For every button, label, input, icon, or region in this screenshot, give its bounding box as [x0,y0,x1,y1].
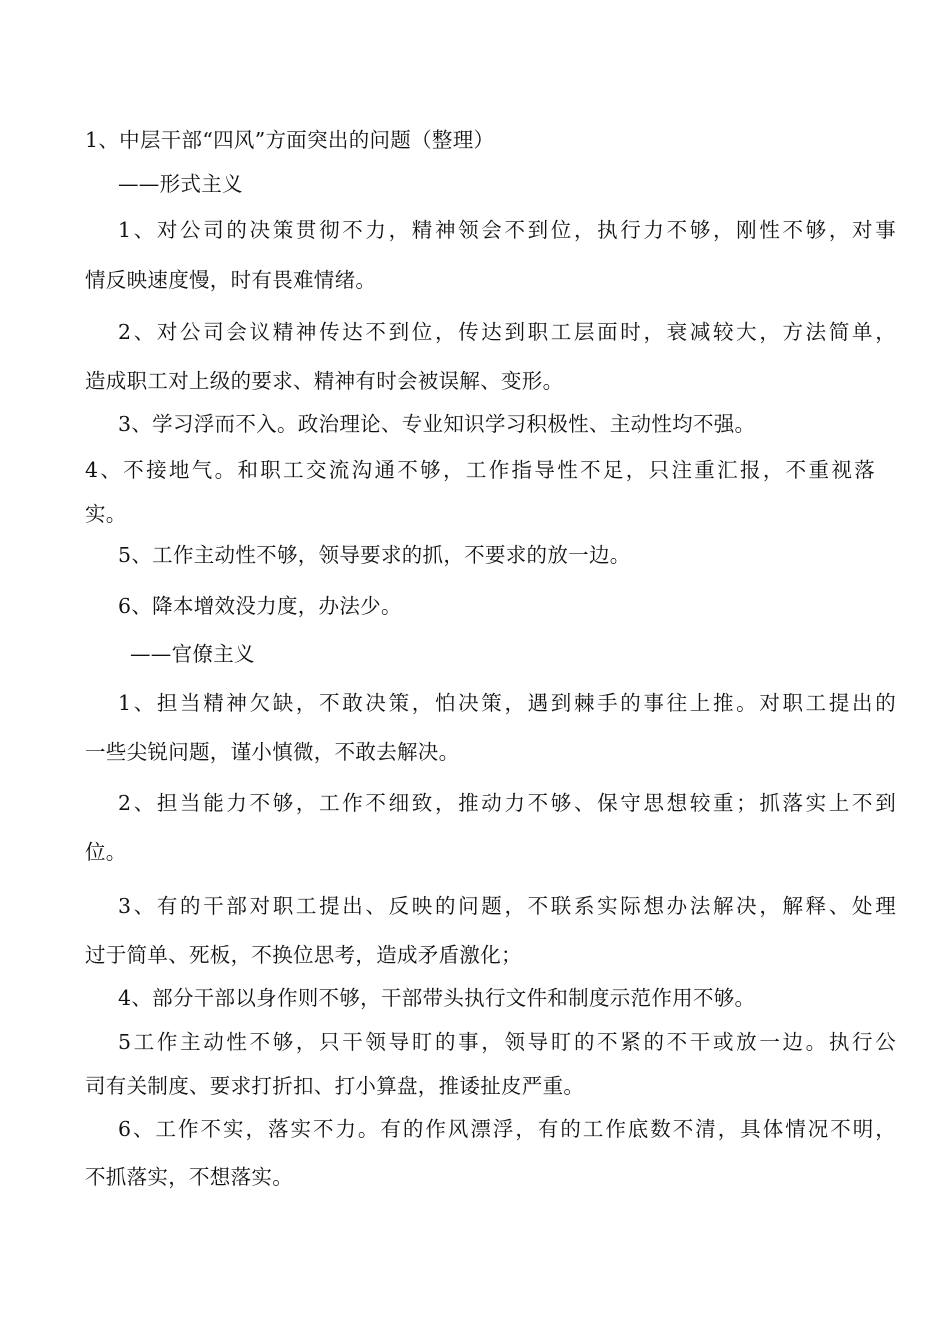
paragraph-line: 造成职工对上级的要求、精神有时会被误解、变形。 [85,369,564,393]
paragraph-line: 6、降本增效没力度，办法少。 [118,594,402,618]
paragraph-line: 3、学习浮而不入。政治理论、专业知识学习积极性、主动性均不强。 [118,412,756,436]
paragraph-line: 过于简单、死板，不换位思考，造成矛盾激化； [85,943,522,967]
section-heading-formalism: ——形式主义 [118,172,243,196]
paragraph-line: 实。 [85,502,127,526]
paragraph-line: 1、担当精神欠缺，不敢决策，怕决策，遇到棘手的事往上推。对职工提出的 [118,691,896,715]
paragraph-line: 6、工作不实，落实不力。有的作风漂浮，有的工作底数不清，具体情况不明， [118,1117,896,1141]
paragraph-line: 5、工作主动性不够，领导要求的抓，不要求的放一边。 [118,543,631,567]
paragraph-line: 4、不接地气。和职工交流沟通不够，工作指导性不足，只注重汇报，不重视落 [85,458,875,482]
section-heading-bureaucratism: ——官僚主义 [130,642,255,666]
paragraph-line: 司有关制度、要求打折扣、打小算盘，推诿扯皮严重。 [85,1074,585,1098]
paragraph-line: 2、对公司会议精神传达不到位，传达到职工层面时，衰减较大，方法简单， [118,320,896,344]
paragraph-line: 1、对公司的决策贯彻不力，精神领会不到位，执行力不够，刚性不够，对事 [118,218,896,242]
document-title: 1、中层干部“四风”方面突出的问题（整理） [85,128,495,152]
paragraph-line: 3、有的干部对职工提出、反映的问题，不联系实际想办法解决，解释、处理 [118,894,896,918]
paragraph-line: 不抓落实，不想落实。 [85,1165,293,1189]
paragraph-line: 一些尖锐问题，谨小慎微，不敢去解决。 [85,740,460,764]
paragraph-line: 2、担当能力不够，工作不细致，推动力不够、保守思想较重；抓落实上不到 [118,791,896,815]
paragraph-line: 4、部分干部以身作则不够，干部带头执行文件和制度示范作用不够。 [118,986,756,1010]
paragraph-line: 位。 [85,840,127,864]
paragraph-line: 5工作主动性不够，只干领导盯的事，领导盯的不紧的不干或放一边。执行公 [118,1030,896,1054]
paragraph-line: 情反映速度慢，时有畏难情绪。 [85,268,377,292]
